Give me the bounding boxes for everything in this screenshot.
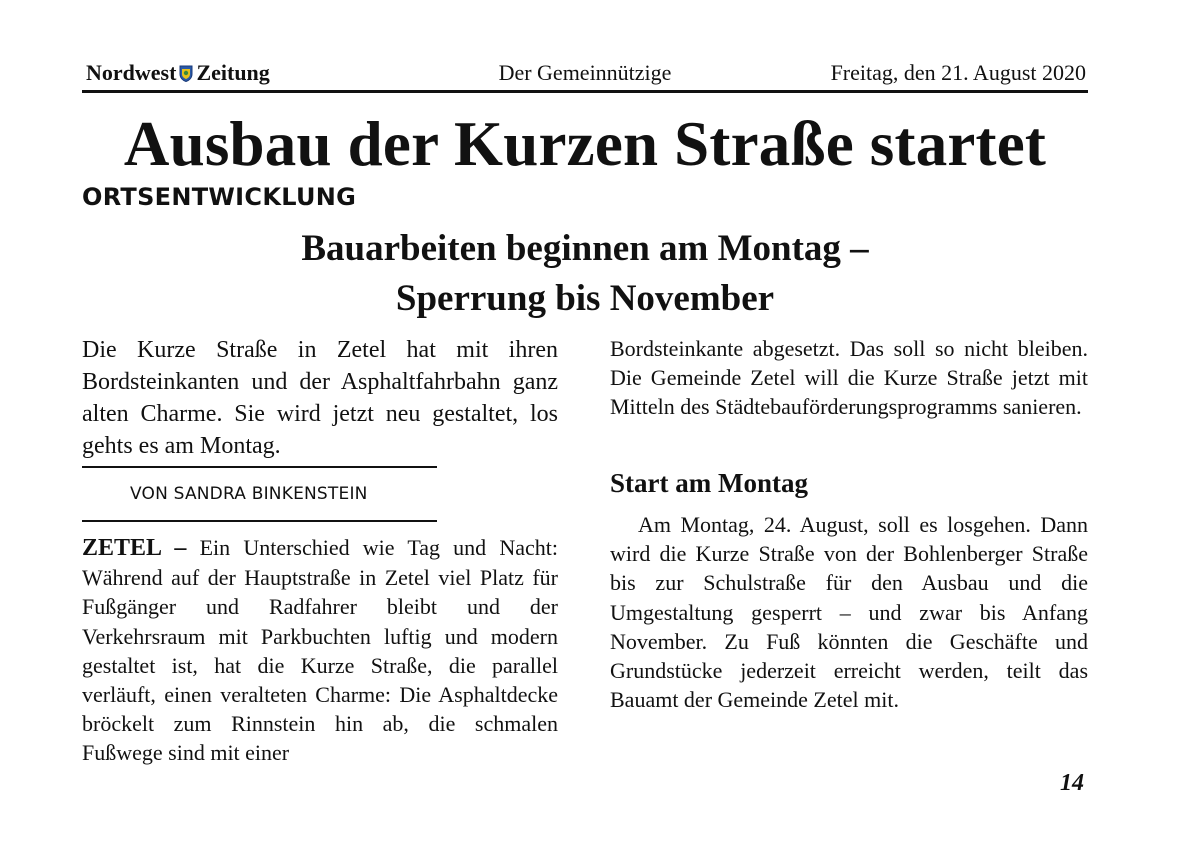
section-name: Der Gemeinnützige [498,60,672,85]
subheadline-line-2: Sperrung bis November [395,278,775,319]
subheadline [82,224,1088,324]
byline-rule-bottom [82,520,437,522]
subheadline-line-1: Bauarbeiten beginnen am Montag – [301,228,869,269]
section-subheading: Start am Montag [610,468,808,498]
body-column-left [82,533,558,768]
headline: Ausbau der Kurzen Straße startet [123,109,1047,179]
brand-name-right: Zeitung [196,60,270,85]
body-column-right: Am Montag, 24. August, soll es losgehen. Dann wird die Kurze Straße von der Bohlenberger Straße bis zur Schulstraße für den Ausbau und die Umgestaltung gesperrt – und zwar bis Anfang November. Zu Fuß könnten die Geschäfte und Grundstücke jederzeit erreicht werden, teilt das Bauamt der Gemeinde Zetel mit. [610,512,1088,713]
body-text-left: Ein Unterschied wie Tag und Nacht: Während auf der Hauptstraße in Zetel viel Platz für Fußgänger und Radfahrer bleibt und der Verkehrsraum mit Parkbuchten luftig und modern gestaltet ist, hat die Kurze Straße, die parallel verläuft, einen veralteten Charme: Die Asphaltdecke bröckelt zum Rinnstein hin ab, die schmalen Fußwege sind mit einer [82,535,558,766]
byline-rule-top [82,466,437,468]
lede-paragraph: Die Kurze Straße in Zetel hat mit ihren Bordsteinkanten und der Asphaltfahrbahn ganz alten Charme. Sie wird jetzt neu gestaltet, los gehts es am Montag. [82,337,558,459]
masthead-divider [82,90,1088,93]
brand-name-left: Nordwest [86,60,177,85]
masthead [82,56,1088,90]
page-number: 14 [1060,770,1084,796]
dateline: ZETEL – [82,535,187,561]
kicker: ORTSENTWICKLUNG [82,183,357,211]
byline: VON SANDRA BINKENSTEIN [130,484,368,504]
issue-date: Freitag, den 21. August 2020 [830,60,1086,85]
body-column-right-top: Bordsteinkante abgesetzt. Das soll so nicht bleiben. Die Gemeinde Zetel will die Kurze Straße jetzt mit Mitteln des Städtebauförderungsprogramms sanieren. [610,336,1088,420]
